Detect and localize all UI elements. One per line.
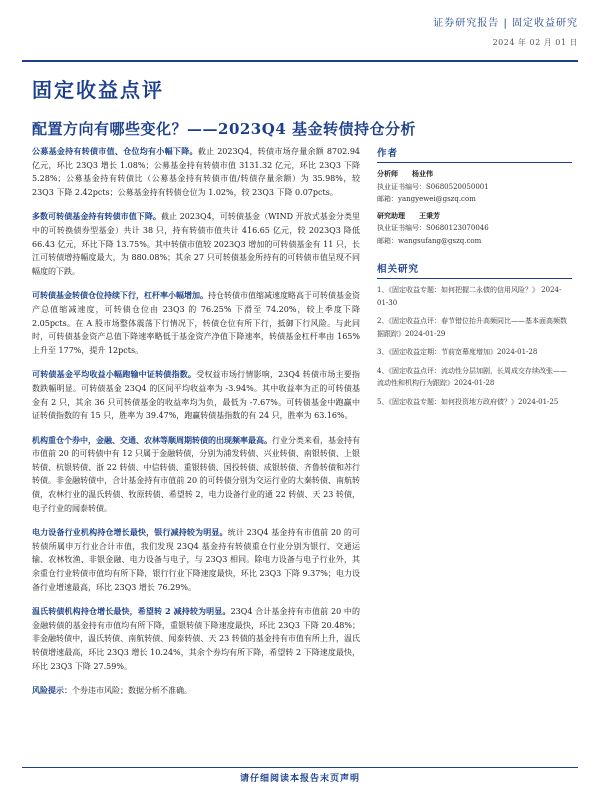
paragraph-text: 截止 2023Q4，可转债基金（WIND 开放式基金分类里中的可转换债券型基金）共计 38 只，持有转债市值共计 416.65 亿元，较 2023Q3 降低 66.43 亿元，环比下降 13.75%。其中转债市值较 2023Q3 增加的可转债基金有 11 只，长江可转债增持幅度最大，为 880.08%；其余 27 只可转债基金所持有的可转债市值呈现不同幅度的下跌。 xyxy=(32,212,361,276)
related-report-link[interactable]: 3、《固定收益定期：节前宽幕度增加》2024-01-28 xyxy=(377,348,538,356)
paragraph-lead: 温氏转债机构持仓增长最快，希望转 2 减持较为明显。 xyxy=(32,606,231,617)
summary-paragraph xyxy=(32,434,360,516)
paragraph-text: 行业分类来看，基金持有市值前 20 的可转债中有 12 只属于金融转债，分别为浦发转债、兴业转债、南银转债、上银转债、杭银转债、浙 22 转债、中信转债、重银转债、国投转债、成银转债、齐鲁转债和苏行转债。非金融转债中，合计基金持有市值前 20 的可转债分别为交运行业的大秦转债、南航转债，农林行业的温氏转债、牧原转债、希望转 2，电力设备行业的通 22 转债、天 23 转债，电子行业的闻泰转债。 xyxy=(32,435,360,513)
summary-paragraph xyxy=(32,210,360,278)
header-divider xyxy=(22,60,578,62)
related-report-link[interactable]: 5、《固定收益专题：如何投资地方政府债？》2024-01-25 xyxy=(377,397,559,406)
summary-paragraph xyxy=(32,526,360,594)
related-report-link[interactable]: 4、《固定收益点评：流动性分层加剧，长周成交存续改张——流动性和机构行为跟踪》2024-01-28 xyxy=(377,366,567,387)
footer-divider xyxy=(22,767,578,768)
summary-paragraph xyxy=(32,145,360,199)
risk-warning-label: 风险提示： xyxy=(32,685,72,696)
summary-paragraph xyxy=(32,289,360,357)
author-cert: 执业证书编号：S0680123070046 xyxy=(377,224,489,232)
author-email[interactable]: 邮箱：yangyewei@gszq.com xyxy=(377,195,476,203)
related-report-link[interactable]: 1、《固定收益专题：如何把握二永债的信用风险？》 2024-01-30 xyxy=(377,286,562,307)
disclaimer-footer: 请仔细阅读本报告末页声明 xyxy=(239,774,360,784)
paragraph-text: 23Q4 合计基金持有市值前 20 中的金融转债的基金持有市值均有所下降，重银转债下降速度最快，环比 23Q3 下降 20.48%；非金融转债中，温氏转债、南航转债、闻泰转债、天 23 转债的基金持有市值有所上升，温氏转债增速最高，环比 23Q3 增长 10.24%，其余个券均有所下降，希望转 2 下降速度最快，环比 23Q3 下降 27.59%。 xyxy=(32,607,360,671)
summary-paragraph xyxy=(32,368,360,422)
report-title: 配置方向有哪些变化？——2023Q4 基金转债持仓分析 xyxy=(32,120,416,138)
related-research xyxy=(377,261,572,408)
report-date: 2024 年 02 月 01 日 xyxy=(492,38,578,47)
author-card xyxy=(377,210,572,248)
paragraph-text: 持仓转债市值缩减速度略高于可转债基金资产总值缩减速度，可转债仓位由 23Q3 的 76.25% 下滑至 74.20%，较上季度下降 2.05pcts。在 A 股市场整体震荡下行情况下，转债仓位有所下行，抵御下行风险。与此同时，可转债基金资产总值下降速率略低于基金资产净值下降速率，转债基金杠杆率由 165% 上升至 177%，提升 12pcts。 xyxy=(32,291,360,355)
sidebar xyxy=(377,145,572,414)
paragraph-text: 受权益市场行情影响，23Q4 转债市场主要指数跌幅明显。可转债基金 23Q4 的区间平均收益率为 -3.94%。其中收益率为正的可转债基金有 2 只，其余 36 只可转债基金的收益率均为负，最低为 -7.67%。可转债基金中跑赢中证转债指数的有 15 只，胜率为 39.47%，跑赢转债基指数的有 24 只，胜率为 63.16%。 xyxy=(32,370,360,421)
author-role: 分析师 xyxy=(377,169,398,178)
summary-paragraph xyxy=(32,605,360,673)
paragraph-lead: 机构重仓个券中，金融、交通、农林等顺周期转债的出现频率最高。 xyxy=(32,434,272,445)
brand-line: 证券研究报告 | 固定收益研究 xyxy=(433,18,578,29)
paragraph-lead: 电力设备行业机构持仓增长最快，银行减持较为明显。 xyxy=(32,527,228,538)
paragraph-lead: 多数可转债基金持有转债市值下降。 xyxy=(32,211,161,222)
author-cert: 执业证书编号：S0680520050001 xyxy=(377,182,489,191)
paragraph-lead: 可转债基金平均收益小幅跑输中证转债指数。 xyxy=(32,369,197,380)
risk-warning xyxy=(32,684,360,698)
report-header xyxy=(433,14,578,48)
risk-warning-text: 个券违市风险；数据分析不准确。 xyxy=(72,686,192,696)
summary-body xyxy=(32,145,360,709)
paragraph-lead: 可转债基金转债仓位持续下行，杠杆率小幅增加。 xyxy=(32,290,208,301)
author-name: 王秉芳 xyxy=(419,210,440,220)
authors-heading: 作者 xyxy=(377,145,572,163)
author-role: 研究助理 xyxy=(377,210,405,220)
related-report-link[interactable]: 2、《固定收益点评：春节错位抬升高频同比——基本面高频数据跟踪》2024-01-29 xyxy=(377,317,567,338)
paragraph-lead: 公募基金持有转债市值、仓位均有小幅下降。 xyxy=(32,146,198,156)
paragraph-text: 统计 23Q4 基金持有市值前 20 的可转债所属申万行业合计市值，我们发现 23Q4 基金持有转债重仓行业分别为银行、交通运输、农林牧渔、非银金融、电力设备与电子，与 23Q3 相同。除电力设备与电子行业外，其余重仓行业转债市值均有所下降，银行行业下降速度最快，环比 23Q3 下降 9.37%；电力设备行业增速最高，环比 23Q3 增长 76.29%。 xyxy=(32,528,360,592)
paragraph-text: 截止 2023Q4，转债市场存量余额 8702.94 亿元，环比 23Q3 增长 1.08%；公募基金持有转债市值 3131.32 亿元，环比 23Q3 下降 5.28%；公募基金持有转债比（公募基金持有转债市值/转债存量余额）为 35.98%，较 23Q3 下降 2.42pcts；公募基金持有转债仓位为 1.02%，较 23Q3 下降 0.07pcts。 xyxy=(32,147,360,197)
author-name: 杨业伟 xyxy=(412,169,433,178)
related-research-heading: 相关研究 xyxy=(377,261,572,279)
author-email[interactable]: 邮箱：wangsufang@gszq.com xyxy=(377,236,482,245)
document-type: 固定收益点评 xyxy=(32,78,164,102)
author-card xyxy=(377,168,572,206)
